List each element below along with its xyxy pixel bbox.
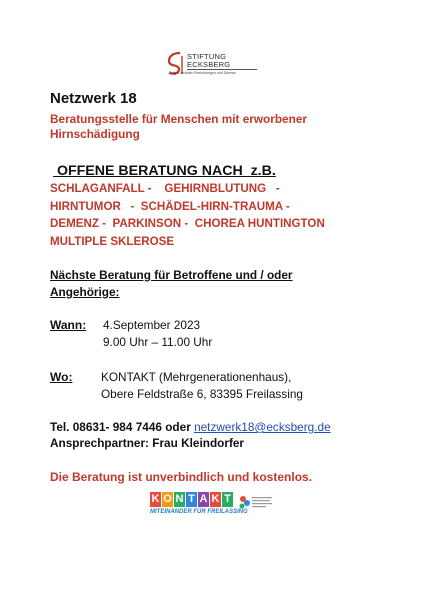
kontakt-letter: K <box>211 493 220 505</box>
kontakt-letter: T <box>222 492 233 507</box>
wo-location-line-2: Obere Feldstraße 6, 83395 Freilassing <box>101 387 303 401</box>
stiftung-ecksberg-logo <box>166 50 258 80</box>
subtitle-line-1: Beratungsstelle für Menschen mit erworbener <box>50 112 307 126</box>
wo-label: Wo: <box>50 370 73 384</box>
conditions-line-4: MULTIPLE SKLEROSE <box>50 235 175 248</box>
page-title: Netzwerk 18 <box>50 90 137 107</box>
kontakt-logo <box>150 492 280 528</box>
email-link[interactable]: netzwerk18@ecksberg.de <box>194 420 331 434</box>
partner-logo-icon <box>237 494 277 512</box>
wann-date: 4.September 2023 <box>103 318 201 332</box>
conditions-line-2: HIRNTUMOR - SCHÄDEL-HIRN-TRAUMA - <box>50 200 290 213</box>
wann-time: 9.00 Uhr – 11.00 Uhr <box>103 335 213 349</box>
logo-name-line1: STIFTUNG <box>187 52 227 61</box>
contact-person: Ansprechpartner: Frau Kleindorfer <box>50 436 245 450</box>
logo-divider <box>187 69 257 70</box>
kontakt-letter: K <box>151 493 160 505</box>
kontakt-letter: O <box>163 493 172 505</box>
next-session-line-1: Nächste Beratung für Betroffene und / oder <box>50 268 293 282</box>
logo-name-line2: ECKSBERG <box>187 60 231 69</box>
next-session-line-2: Angehörige: <box>50 285 120 299</box>
offene-beratung-title: OFFENE BERATUNG NACH z.B. <box>53 163 276 179</box>
conditions-line-1: SCHLAGANFALL - GEHIRNBLUTUNG - <box>50 182 280 195</box>
disclaimer: Die Beratung ist unverbindlich und kostenlos. <box>50 470 313 484</box>
kontakt-letter: T <box>186 492 197 507</box>
wann-label: Wann: <box>50 318 87 332</box>
subtitle-line-2: Hirnschädigung <box>50 127 140 141</box>
telephone-text: Tel. 08631- 984 7446 oder <box>50 420 195 434</box>
conditions-line-3: DEMENZ - PARKINSON - CHOREA HUNTINGTON <box>50 217 325 230</box>
kontakt-tagline: MITEINANDER FÜR FREILASSING <box>150 509 248 515</box>
telephone-line <box>50 420 331 434</box>
kontakt-letter: A <box>199 493 208 505</box>
kontakt-letter: N <box>175 493 184 505</box>
logo-subtitle: Träger sozialer Einrichtungen und Dienste <box>169 71 236 75</box>
wo-location-line-1: KONTAKT (Mehrgenerationenhaus), <box>101 370 292 384</box>
